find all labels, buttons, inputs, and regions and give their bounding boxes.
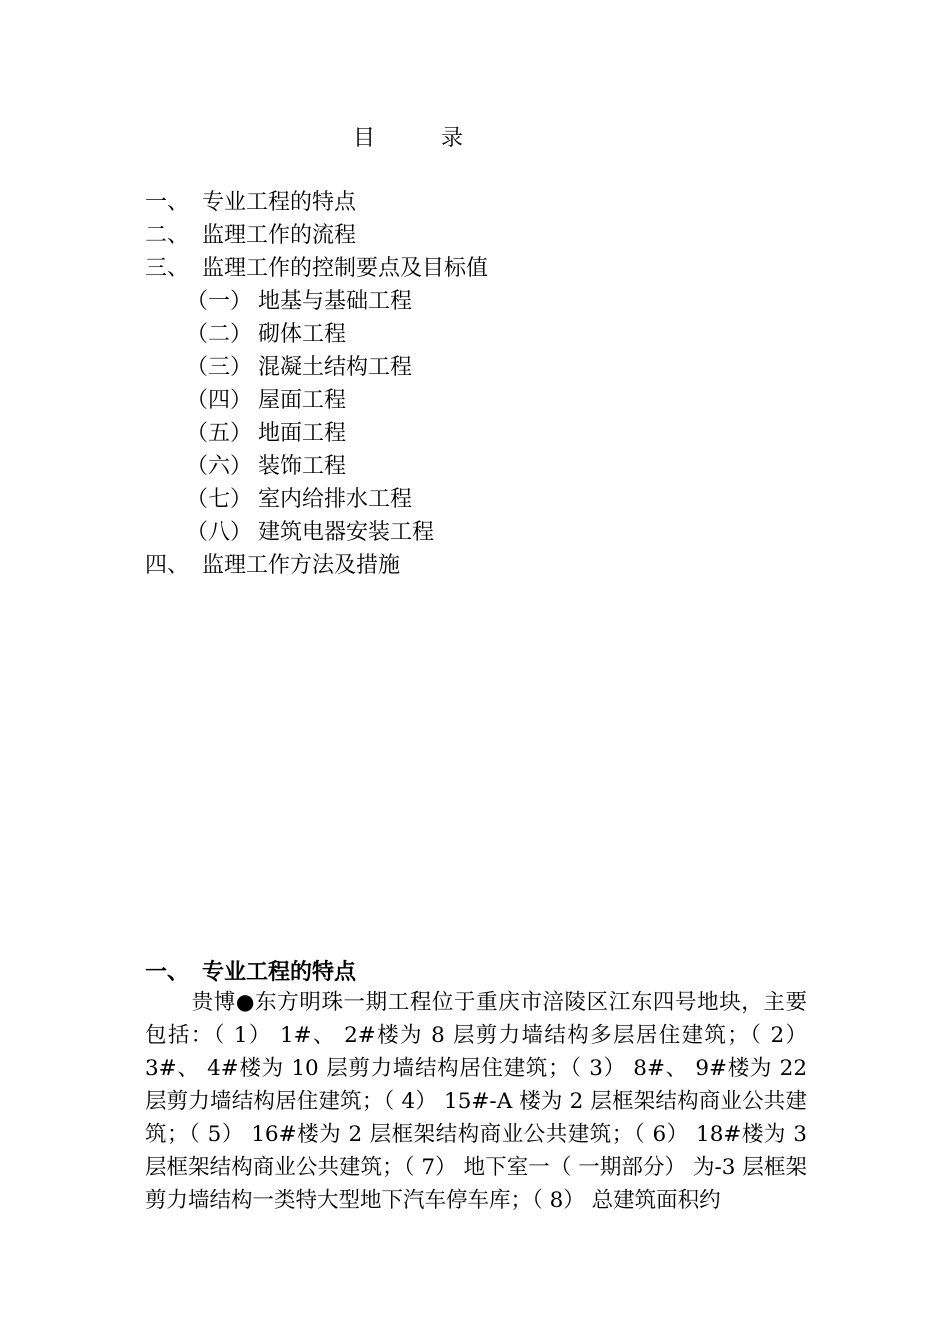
toc-item-number: 三、 <box>145 256 190 281</box>
toc-item-label: 专业工程的特点 <box>202 190 357 215</box>
toc-title <box>353 121 463 152</box>
toc-subitem[interactable] <box>186 351 412 384</box>
toc-item-label: 混凝土结构工程 <box>258 355 413 380</box>
toc-subitem[interactable] <box>186 285 412 318</box>
toc-item-number: 二、 <box>145 223 190 248</box>
section-title: 专业工程的特点 <box>202 960 357 985</box>
toc-title-left: 目 <box>353 126 376 151</box>
paragraph-text: 贵博●东方明珠一期工程位于重庆市涪陵区江东四号地块，主要包括：（ 1） 1#、 2#楼为 8 层剪力墙结构多层居住建筑；（ 2） 3#、 4#楼为 10 层剪力墙结构居住建筑；（ 3） 8#、 9#楼为 22 层剪力墙结构居住建筑；（ 4） 15#-A 楼为 2 层框架结构商业公共建筑；（ 5） 16#楼为 2 层框架结构商业公共建筑；（ 6） 18#楼为 3 层框架结构商业公共建筑；（ 7） 地下室一（ 一期部分） 为-3 层框架剪力墙结构一类特大型地下汽车停车库；（ 8） 总建筑面积约 <box>145 990 807 1213</box>
section-heading <box>145 955 356 986</box>
toc-item-number: （五） <box>186 421 253 446</box>
toc-item-number: （七） <box>186 487 253 512</box>
toc-item-number: （四） <box>186 388 253 413</box>
toc-item-label: 装饰工程 <box>258 454 347 479</box>
toc-item-number: （一） <box>186 289 253 314</box>
toc-item-label: 建筑电器安装工程 <box>258 520 435 545</box>
toc-item-number: （二） <box>186 322 253 347</box>
toc-item-label: 监理工作方法及措施 <box>202 553 401 578</box>
toc-item-number: 四、 <box>145 553 190 578</box>
toc-item-label: 监理工作的流程 <box>202 223 357 248</box>
toc-subitem[interactable] <box>186 384 346 417</box>
toc-item-number: （六） <box>186 454 253 479</box>
toc-subitem[interactable] <box>186 483 412 516</box>
section-number: 一、 <box>145 960 190 985</box>
toc-subitem[interactable] <box>186 417 346 450</box>
toc-item-number: （八） <box>186 520 253 545</box>
toc-item-label: 地面工程 <box>258 421 347 446</box>
toc-item[interactable] <box>145 186 356 219</box>
section-paragraph <box>145 986 807 1217</box>
toc-subitem[interactable] <box>186 318 346 351</box>
toc-item-label: 砌体工程 <box>258 322 347 347</box>
toc-title-right: 录 <box>441 126 464 151</box>
toc-item-label: 室内给排水工程 <box>258 487 413 512</box>
toc-item-label: 地基与基础工程 <box>258 289 413 314</box>
toc-item[interactable] <box>145 549 400 582</box>
toc-item-label: 监理工作的控制要点及目标值 <box>202 256 489 281</box>
toc-item[interactable] <box>145 219 356 252</box>
toc-item-label: 屋面工程 <box>258 388 347 413</box>
toc-item-number: 一、 <box>145 190 190 215</box>
toc-item[interactable] <box>145 252 488 285</box>
toc-subitem[interactable] <box>186 516 434 549</box>
toc-subitem[interactable] <box>186 450 346 483</box>
toc-item-number: （三） <box>186 355 253 380</box>
